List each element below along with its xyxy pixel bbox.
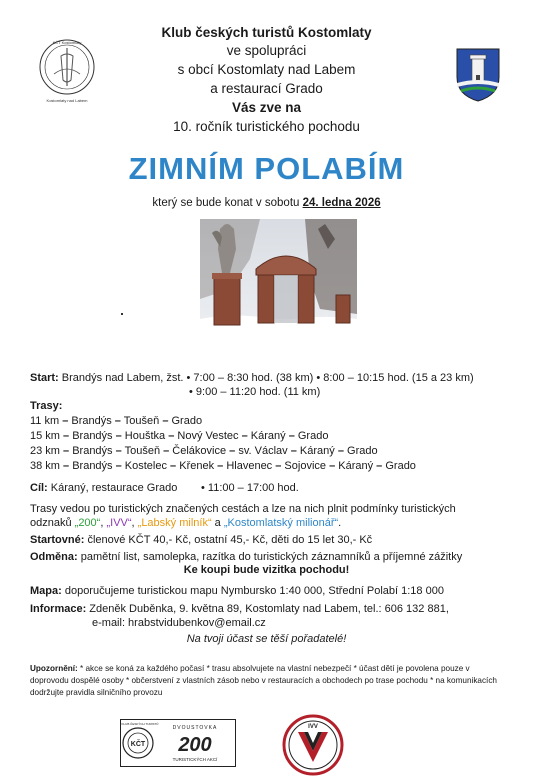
- notice-label: Upozornění:: [30, 664, 78, 673]
- svg-text:Kostomlaty nad Labem: Kostomlaty nad Labem: [46, 98, 88, 103]
- route-23km: 23 km – Brandýs – Toušeň – Čelákovice – sv. Václav – Káraný – Grado: [30, 445, 378, 457]
- routes-label: Trasy:: [30, 400, 63, 412]
- start-label: Start:: [30, 372, 59, 384]
- contact-text: Zdeněk Duběnka, 9. května 89, Kostomlaty nad Labem, tel.: 606 132 881,: [86, 603, 449, 615]
- cooperation-line: ve spolupráci: [226, 43, 307, 58]
- ivv-logo: [282, 714, 344, 776]
- fee-text: členové KČT 40,- Kč, ostatní 45,- Kč, děti do 15 let 30,- Kč: [84, 534, 373, 546]
- restaurant-line: a restaurací Grado: [210, 81, 323, 96]
- info-line-2: odznaků „200“, „IVV“, „Labský milník“ a „Kostomlatský milionář“.: [30, 517, 342, 529]
- contact-line: [30, 602, 449, 616]
- badge-milionar-text: „Kostomlatský milionář“: [223, 517, 339, 529]
- finish-label: Cíl:: [30, 482, 48, 494]
- svg-text:DVOUSTOVKA: DVOUSTOVKA: [172, 725, 218, 731]
- municipality-line: s obcí Kostomlaty nad Labem: [177, 62, 356, 77]
- finish-line: [30, 481, 177, 495]
- reward-line: [30, 550, 462, 564]
- map-label: Mapa:: [30, 585, 62, 597]
- map-text: doporučujeme turistickou mapu Nymbursko 1:40 000, Střední Polabí 1:18 000: [61, 585, 444, 597]
- fee-label: Startovné:: [30, 534, 85, 546]
- badge-200-text: „200“: [74, 517, 101, 529]
- map-line: [30, 584, 444, 598]
- start-line-2: • 9:00 – 11:20 hod. (11 km): [189, 386, 321, 398]
- route-15km: 15 km – Brandýs – Houštka – Nový Vestec – Káraný – Grado: [30, 430, 329, 442]
- start-text: Brandýs nad Labem, žst. • 7:00 – 8:30 hod. (38 km) • 8:00 – 10:15 hod. (15 a 23 km): [58, 372, 474, 384]
- card-note: Ke koupi bude vizitka pochodu!: [183, 564, 350, 576]
- finish-time: • 11:00 – 17:00 hod.: [201, 482, 299, 494]
- svg-text:KČT Kostomlaty: KČT Kostomlaty: [52, 40, 82, 45]
- svg-text:KČT: KČT: [130, 741, 146, 748]
- event-date: 24. ledna 2026: [302, 197, 381, 209]
- info-line-1: Trasy vedou po turistických značených cestách a lze na nich plnit podmínky turistických: [30, 503, 456, 515]
- reward-text: pamětní list, samolepka, razítka do turistických záznamníků a příjemné zážitky: [77, 551, 463, 563]
- event-date-line: [0, 197, 533, 209]
- route-38km: 38 km – Brandýs – Kostelec – Křenek – Hlavenec – Sojovice – Káraný – Grado: [30, 460, 416, 472]
- route-11km: 11 km – Brandýs – Toušeň – Grado: [30, 415, 203, 427]
- notice-block: [30, 663, 510, 699]
- svg-text:200: 200: [178, 734, 212, 756]
- reward-label: Odměna:: [30, 551, 78, 563]
- badge-milnik-text: „Labský milník“: [137, 517, 212, 529]
- start-line: [30, 371, 474, 385]
- finish-place: Káraný, restaurace Grado: [47, 482, 178, 494]
- svg-text:KLUB ČESKÝCH TURISTŮ: KLUB ČESKÝCH TURISTŮ: [121, 722, 159, 726]
- event-title: ZIMNÍM POLABÍM: [128, 151, 405, 186]
- winter-photo: [200, 219, 357, 343]
- invite-line: Vás zve na: [231, 100, 302, 115]
- fee-line: [30, 533, 372, 547]
- notice-text: * akce se koná za každého počasí * trasu absolvujete na vlastní nebezpečí * účast dětí je povolena pouze v doprovodu dospělé osoby * občerstvení z vlastních zásob nebo v restauracích a obchodech po trase pochodu * na komunikacích dodržujte pravidla silničního provozu: [30, 664, 497, 697]
- contact-email: e-mail: hrabstvidubenkov@email.cz: [92, 617, 266, 629]
- badge-200-logo: [120, 719, 236, 767]
- edition-line: 10. ročník turistického pochodu: [173, 119, 360, 134]
- club-name: Klub českých turistů Kostomlaty: [161, 25, 372, 40]
- stray-dot: [121, 313, 123, 315]
- date-prefix: který se bude konat v sobotu: [152, 197, 303, 209]
- contact-label: Informace:: [30, 603, 87, 615]
- closing-line: Na tvoji účast se těší pořadatelé!: [186, 633, 347, 645]
- svg-text:TURISTICKÝCH AKCÍ: TURISTICKÝCH AKCÍ: [172, 757, 218, 762]
- svg-text:IVV: IVV: [308, 724, 318, 730]
- badge-ivv-text: „IVV“: [106, 517, 132, 529]
